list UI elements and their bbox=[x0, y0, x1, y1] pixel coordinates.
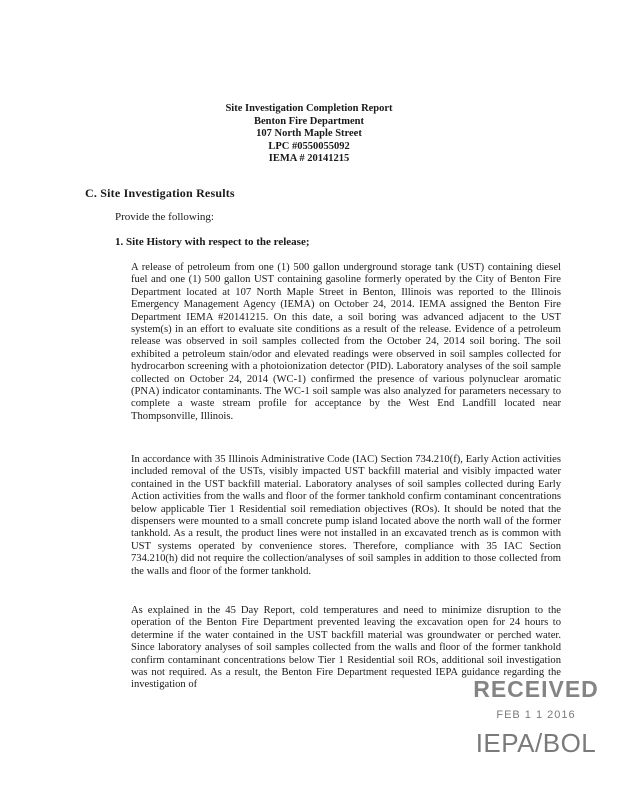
stamp-date: FEB 1 1 2016 bbox=[496, 709, 576, 721]
organization-name: Benton Fire Department bbox=[253, 115, 365, 127]
paragraph-45-day-report: As explained in the 45 Day Report, cold temperatures and need to minimize disruption to the operation of the Benton Fire Department prevented leaving the excavation open for 24 hours to determine if the water contained in the UST backfill material was groundwater or perched water. Since laboratory analyses of soil samples collected from the walls and floor of the former tankhold confirm contaminant concentrations below Tier 1 Residential soil ROs, additional soil investigation was not required. As a result, the Benton Fire Department requested IEPA guidance regarding the investigation of bbox=[131, 605, 561, 691]
section-title: C. Site Investigation Results bbox=[85, 186, 235, 200]
report-title: Site Investigation Completion Report bbox=[225, 103, 393, 114]
received-stamp bbox=[466, 677, 606, 772]
paragraph-release-history: A release of petroleum from one (1) 500 gallon underground storage tank (UST) containing diesel fuel and one (1) 500 gallon UST containing gasoline formerly operated by the City of Benton Fire Department located at 107 North Maple Street in Benton, Illinois was reported to the Illinois Emergency Management Agency (IEMA) on October 24, 2014. IEMA assigned the Benton Fire Department IEMA #20141215. On this date, a soil boring was advanced adjacent to the UST system(s) in an effort to evaluate site conditions as a result of the release. Evidence of a petroleum release was observed in soil samples collected from the October 24, 2014 soil boring. The soil exhibited a petroleum stain/odor and elevated readings were observed in soil samples collected for hydrocarbon screening with a photoionization detector (PID). Laboratory analyses of the soil sample collected on October 24, 2014 (WC-1) confirmed the presence of various polynuclear aromatic (PNA) indicator contaminants. The WC-1 soil sample was also analyzed for parameters necessary to complete a waste stream profile for acceptance by the West End Landfill located near Thompsonville, Illinois. bbox=[131, 262, 561, 422]
lpc-number: LPC #0550055092 bbox=[268, 140, 350, 152]
report-header bbox=[0, 103, 618, 166]
stamp-received: RECEIVED bbox=[473, 676, 599, 702]
section-intro: Provide the following: bbox=[115, 211, 214, 223]
iema-number: IEMA # 20141215 bbox=[268, 153, 350, 164]
item-title: 1. Site History with respect to the release; bbox=[115, 236, 310, 248]
street-address: 107 North Maple Street bbox=[256, 128, 362, 139]
paragraph-early-action: In accordance with 35 Illinois Administrative Code (IAC) Section 734.210(f), Early Action activities included removal of the USTs, visibly impacted UST backfill material and visibly impacted water contained in the UST backfill material. Laboratory analyses of soil samples collected during Early Action activities from the walls and floor of the former tankhold confirm contaminant concentrations below applicable Tier 1 Residential soil remediation objectives (ROs). It should be noted that the dispensers were mounted to a small concrete pump island located above the north wall of the former tankhold. As a result, the product lines were not installed in an excavated trench as is common with UST systems operated by convenience stores. Therefore, compliance with 35 IAC Section 734.210(h) did not require the collection/analyses of soil samples in addition to those collected from the walls and floor of the former tankhold. bbox=[131, 454, 561, 577]
stamp-department: IEPA/BOL bbox=[475, 728, 597, 758]
